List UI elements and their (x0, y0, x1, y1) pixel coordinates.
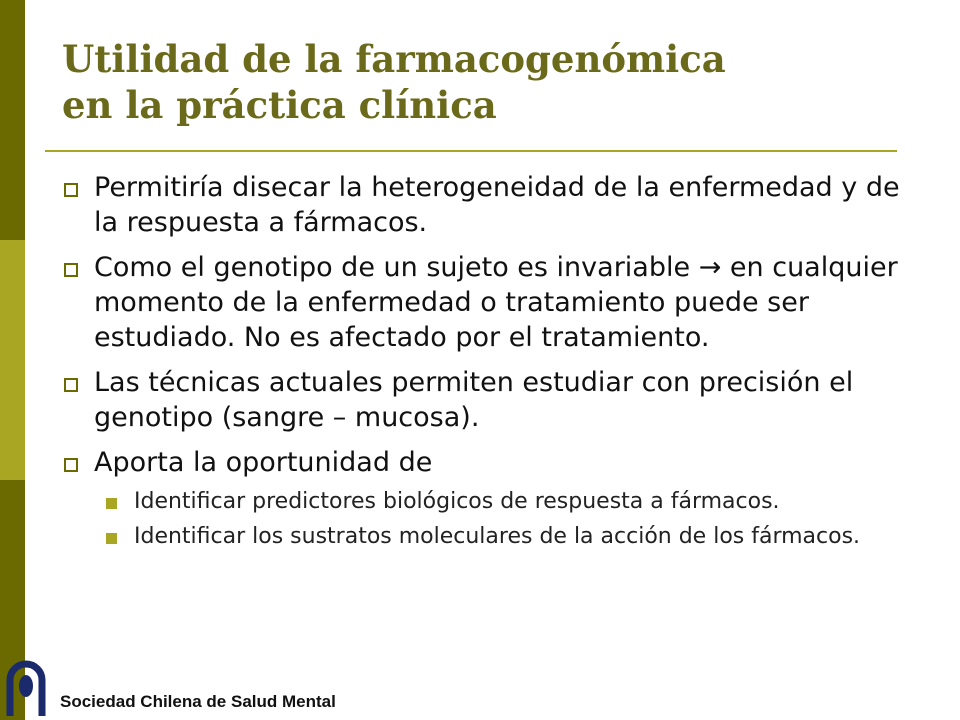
organization-name: Sociedad Chilena de Salud Mental (60, 692, 336, 711)
sub-bullet-item (106, 488, 912, 515)
bullet-item (62, 250, 912, 355)
sub-bullet-text: Identificar predictores biológicos de respuesta a fármacos. (134, 489, 780, 514)
bullet-text: Como el genotipo de un sujeto es invariable (94, 252, 691, 283)
bullet-text: Permitiría disecar la heterogeneidad de la enfermedad y de la respuesta a fármacos. (94, 172, 900, 238)
square-bullet-icon (64, 263, 78, 277)
arrow-right-icon: → (698, 252, 722, 283)
side-band-top (0, 0, 25, 240)
slide-title-line-2: en la práctica clínica (62, 83, 497, 127)
square-bullet-icon (64, 458, 78, 472)
slide-title (62, 36, 922, 128)
bullet-item (62, 170, 912, 240)
bullet-text-continuation: en cualquier momento de la enfermedad o tratamiento puede ser estudiado. No es afectado por el tratamiento. (94, 252, 898, 353)
filled-square-bullet-icon (106, 533, 117, 544)
title-divider (45, 150, 897, 152)
society-logo-icon (4, 658, 48, 718)
bullet-item (62, 445, 912, 480)
filled-square-bullet-icon (106, 498, 117, 509)
slide-footer (0, 658, 420, 720)
sub-bullet-item (106, 523, 912, 550)
slide-body (62, 170, 912, 558)
sub-bullet-text: Identificar los sustratos moleculares de la acción de los fármacos. (134, 524, 861, 549)
bullet-text: Las técnicas actuales permiten estudiar con precisión el genotipo (sangre – mucosa). (94, 367, 854, 433)
square-bullet-icon (64, 378, 78, 392)
bullet-text: Aporta la oportunidad de (94, 447, 433, 478)
side-band-middle (0, 240, 25, 480)
square-bullet-icon (64, 183, 78, 197)
bullet-item (62, 365, 912, 435)
slide-title-line-1: Utilidad de la farmacogenómica (62, 37, 726, 81)
